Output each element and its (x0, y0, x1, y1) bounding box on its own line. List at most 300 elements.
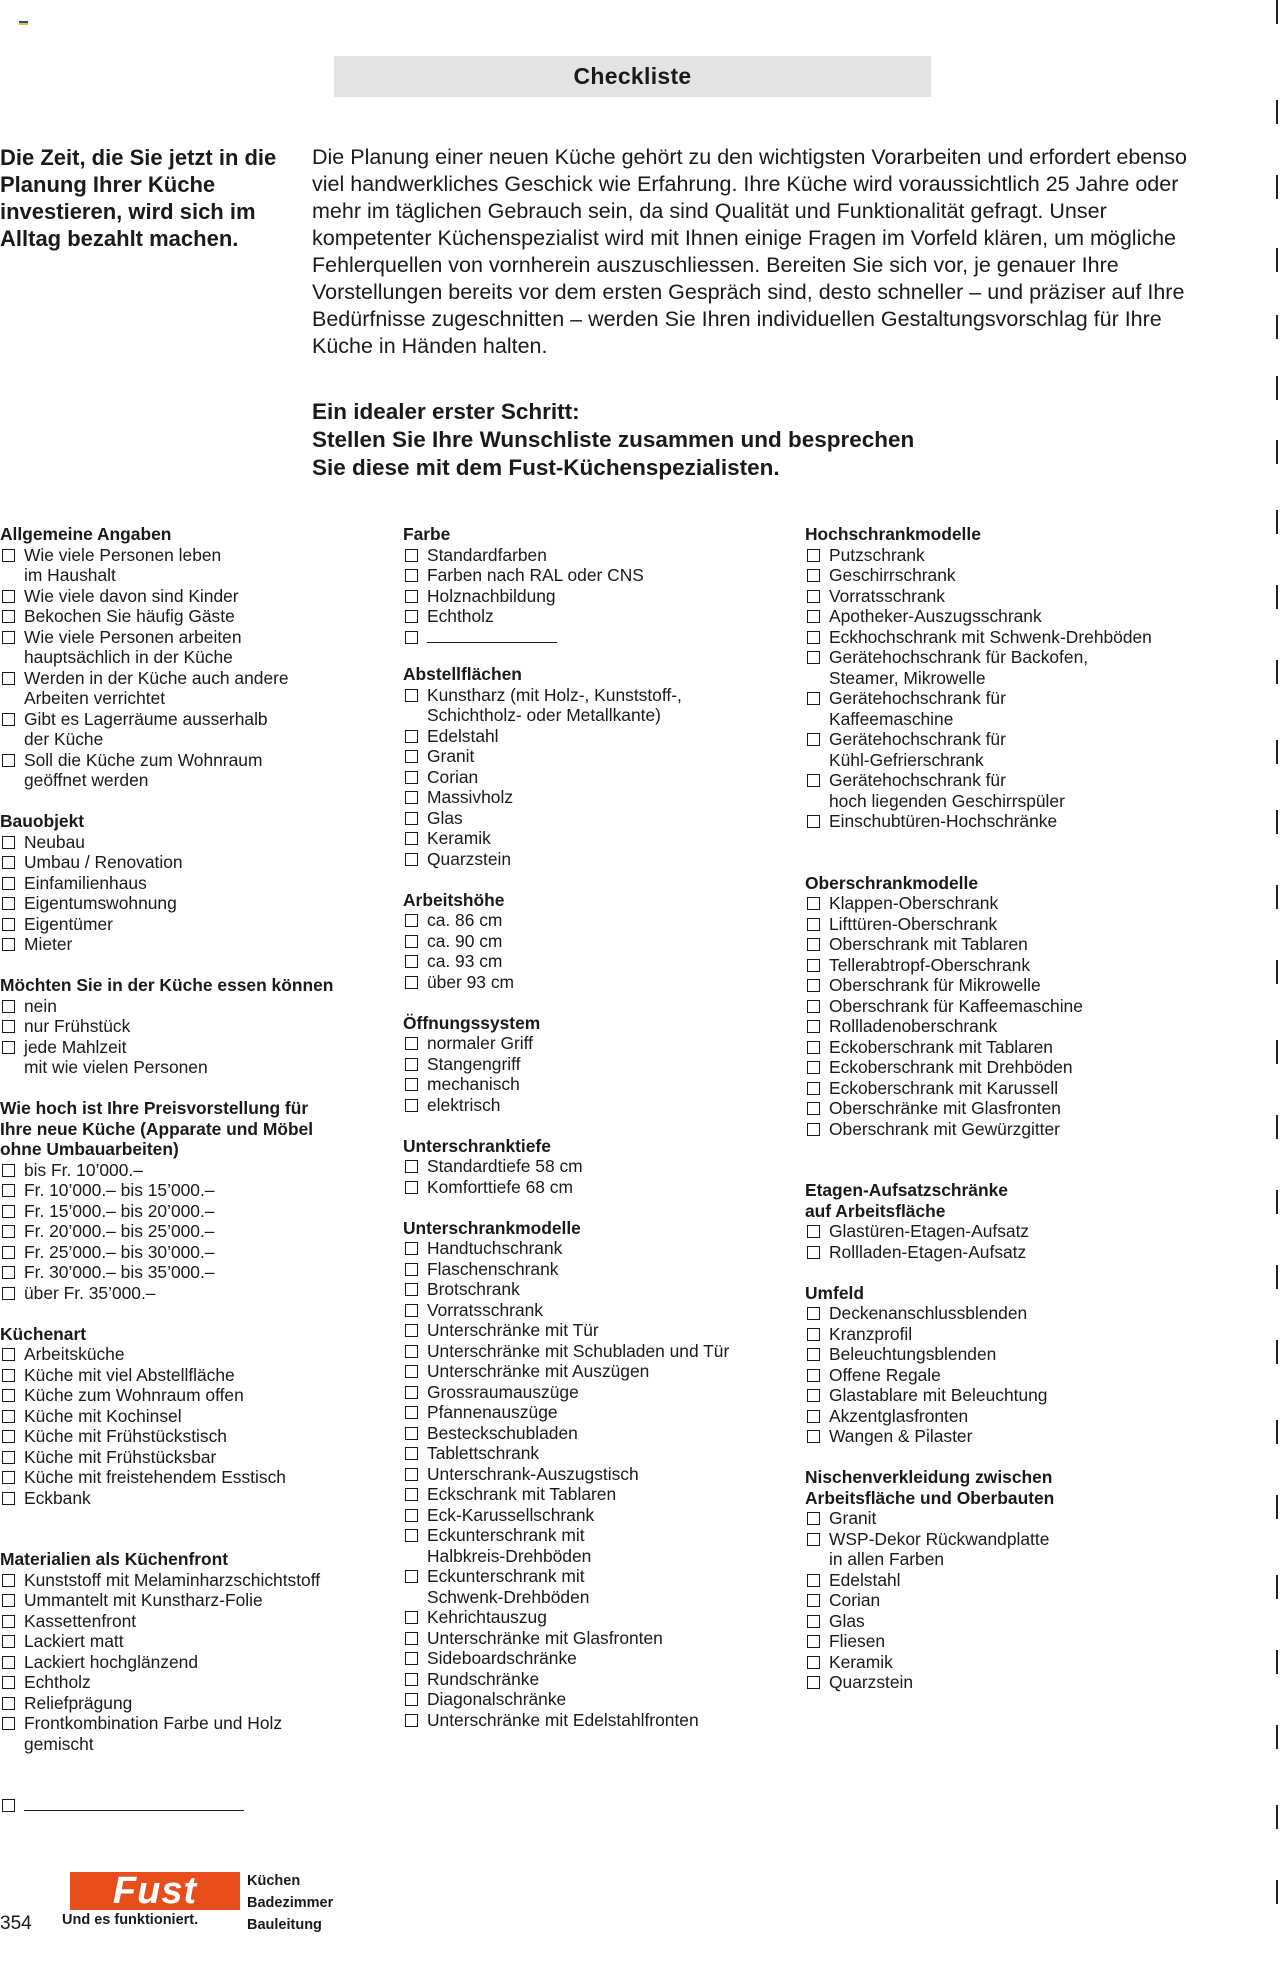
checkbox[interactable] (405, 976, 418, 989)
checkbox[interactable] (2, 1574, 15, 1587)
checklist-item[interactable] (805, 1078, 1205, 1099)
checklist-item[interactable] (0, 1385, 400, 1406)
checklist-item[interactable] (0, 1344, 400, 1365)
checkbox[interactable] (2, 1369, 15, 1382)
checklist-item-line: nur Frühstück (24, 1016, 131, 1036)
checklist-item-blank[interactable] (0, 1795, 400, 1812)
section-title: Möchten Sie in der Küche essen können (0, 975, 334, 995)
checklist-item[interactable] (0, 1590, 400, 1611)
checklist-item[interactable] (403, 586, 803, 607)
checklist-item[interactable] (403, 1361, 803, 1382)
checklist-item[interactable] (805, 1016, 1205, 1037)
checklist-item-line: Eckhochschrank mit Schwenk-Drehböden (829, 626, 1152, 647)
checklist-item-label (427, 1238, 562, 1259)
checklist-item-line: ca. 90 cm (427, 930, 503, 951)
checklist-item[interactable] (805, 1221, 1205, 1242)
checkbox[interactable] (2, 1225, 15, 1238)
section-title: Farbe (403, 524, 451, 544)
checklist-item[interactable] (805, 1057, 1205, 1078)
checkbox[interactable] (2, 938, 15, 951)
checkbox[interactable] (405, 914, 418, 927)
checkbox[interactable] (405, 1181, 418, 1194)
checklist-item[interactable] (805, 1426, 1205, 1447)
checklist-item[interactable] (805, 545, 1205, 566)
checkbox[interactable] (807, 590, 820, 603)
checkbox[interactable] (2, 1000, 15, 1013)
checklist-item-line: Granit (427, 746, 475, 766)
checklist-item[interactable] (403, 606, 803, 627)
checklist-item[interactable] (0, 1611, 400, 1632)
checklist-item[interactable] (0, 1713, 400, 1754)
checklist-item-label (427, 565, 644, 586)
checkbox[interactable] (2, 1266, 15, 1279)
checkbox[interactable] (405, 1652, 418, 1665)
checkbox[interactable] (2, 672, 15, 685)
checkbox[interactable] (405, 1386, 418, 1399)
checklist-item[interactable] (805, 1385, 1205, 1406)
checkbox[interactable] (405, 549, 418, 562)
checklist-item[interactable] (403, 910, 803, 931)
checklist-item[interactable] (805, 565, 1205, 586)
checklist-item[interactable] (403, 1689, 803, 1710)
checkbox[interactable] (2, 836, 15, 849)
checklist-item-label (24, 1447, 216, 1468)
section-spacer (0, 1508, 400, 1529)
checklist-item-line: Vorratsschrank (829, 585, 945, 606)
checkbox[interactable] (405, 1468, 418, 1481)
checklist-item-line: Grossraumauszüge (427, 1381, 579, 1402)
checkbox[interactable] (2, 1697, 15, 1710)
checklist-item-label (829, 1590, 880, 1611)
checkbox[interactable] (807, 1430, 820, 1443)
checkbox[interactable] (807, 692, 820, 705)
checklist-item-label (24, 1016, 130, 1037)
checkbox[interactable] (807, 1594, 820, 1607)
checklist-item-line: im Haushalt (24, 565, 116, 585)
checkbox[interactable] (807, 979, 820, 992)
checkbox[interactable] (2, 1389, 15, 1402)
checklist-item[interactable] (403, 565, 803, 586)
checklist-item[interactable] (0, 934, 400, 955)
checkbox[interactable] (2, 897, 15, 910)
checklist-item-line: Besteckschubladen (427, 1422, 578, 1443)
department-construction: Bauleitung (247, 1917, 322, 1933)
checklist-item[interactable] (805, 811, 1205, 832)
checklist-item[interactable] (805, 1631, 1205, 1652)
checklist-item[interactable] (805, 1037, 1205, 1058)
checklist-item-line: Eckoberschrank mit Tablaren (829, 1036, 1053, 1057)
checkbox[interactable] (807, 1102, 820, 1115)
checklist-item[interactable] (403, 1525, 803, 1566)
checkbox[interactable] (2, 1799, 15, 1812)
checklist-item-line: Eckunterschrank mit (427, 1566, 585, 1586)
checkbox[interactable] (807, 651, 820, 664)
checklist-item[interactable] (805, 996, 1205, 1017)
checkbox[interactable] (405, 1160, 418, 1173)
checklist-item[interactable] (0, 545, 400, 586)
section-spacer (403, 644, 803, 665)
checkbox[interactable] (405, 1632, 418, 1645)
checkbox[interactable] (807, 1635, 820, 1648)
checkbox[interactable] (807, 1369, 820, 1382)
checklist-item[interactable] (805, 934, 1205, 955)
checklist-item[interactable] (805, 1672, 1205, 1693)
checkbox[interactable] (807, 1656, 820, 1669)
checklist-item[interactable] (403, 1259, 803, 1280)
checklist-item-line: Standardtiefe 58 cm (427, 1156, 583, 1176)
checkbox[interactable] (405, 1058, 418, 1071)
checkbox[interactable] (2, 754, 15, 767)
checklist-item[interactable] (0, 914, 400, 935)
checkbox[interactable] (2, 877, 15, 890)
checklist-item[interactable] (403, 787, 803, 808)
checkbox[interactable] (405, 610, 418, 623)
checkbox[interactable] (807, 610, 820, 623)
checklist-item[interactable] (805, 1242, 1205, 1263)
checkbox[interactable] (405, 853, 418, 866)
checklist-item-label (829, 1221, 1029, 1242)
checkbox[interactable] (405, 1427, 418, 1440)
checklist-item-line: Einfamilienhaus (24, 872, 147, 893)
checklist-item[interactable] (403, 1464, 803, 1485)
checkbox[interactable] (2, 1451, 15, 1464)
checklist-item[interactable] (403, 1484, 803, 1505)
checkbox[interactable] (405, 750, 418, 763)
checkbox[interactable] (807, 1348, 820, 1361)
checkbox[interactable] (2, 1430, 15, 1443)
checkbox[interactable] (2, 1492, 15, 1505)
checkbox[interactable] (2, 1205, 15, 1218)
checklist-item[interactable] (0, 1037, 400, 1078)
checklist-item[interactable] (805, 729, 1205, 770)
checkbox[interactable] (405, 1570, 418, 1583)
checklist-item[interactable] (403, 1628, 803, 1649)
checkbox[interactable] (405, 689, 418, 702)
checkbox[interactable] (807, 1225, 820, 1238)
checkbox[interactable] (807, 1123, 820, 1136)
checklist-item[interactable] (403, 1648, 803, 1669)
checklist-item-line: Echtholz (427, 606, 494, 626)
checklist-item[interactable] (403, 828, 803, 849)
checklist-item[interactable] (0, 750, 400, 791)
checkbox[interactable] (2, 1635, 15, 1648)
checklist-item-line: Beleuchtungsblenden (829, 1344, 997, 1364)
checkbox[interactable] (405, 832, 418, 845)
checklist-item[interactable] (0, 1180, 400, 1201)
checklist-item[interactable] (0, 996, 400, 1017)
checklist-item[interactable] (403, 808, 803, 829)
checklist-item[interactable] (403, 1279, 803, 1300)
checkbox[interactable] (405, 730, 418, 743)
checklist-item[interactable] (403, 1095, 803, 1116)
checklist-item-label (829, 1098, 1061, 1119)
checkbox[interactable] (405, 1099, 418, 1112)
checkbox[interactable] (405, 1283, 418, 1296)
checkbox[interactable] (807, 938, 820, 951)
checklist-item[interactable] (403, 1341, 803, 1362)
checkbox[interactable] (405, 935, 418, 948)
checkbox[interactable] (405, 812, 418, 825)
checkbox[interactable] (405, 1714, 418, 1727)
checkbox[interactable] (405, 1304, 418, 1317)
checkbox[interactable] (2, 856, 15, 869)
checklist-item[interactable] (0, 586, 400, 607)
checkbox[interactable] (405, 1611, 418, 1624)
intro-body: Die Planung einer neuen Küche gehört zu den wichtigsten Vorarbeiten und erfordert ebenso viel handwerkliches Geschick wie Erfahrung. Ihre Küche wird voraussichtlich 25 Jahre oder mehr im täglichen Gebrauch sein, da sind Qualität und Funktionalität gefragt. Unser kompetenter Küchenspezialist wird mit Ihnen einige Fragen im Vorfeld klären, um mögliche Fehlerquellen von vornherein auszuschliessen. Bereiten Sie sich vor, je genauer Ihre Vorstellungen bereits vor dem ersten Gespräch sind, desto schneller – und präziser auf Ihre Bedürfnisse zugeschnitten – werden Sie Ihren individuellen Gestaltungsvorschlag für Ihre Küche in Händen halten. (312, 145, 1187, 358)
checklist-item[interactable] (403, 931, 803, 952)
checklist-item[interactable] (403, 849, 803, 870)
checkbox[interactable] (807, 1615, 820, 1628)
checklist-item-label (427, 1607, 547, 1628)
checkbox[interactable] (807, 1020, 820, 1033)
checklist-item[interactable] (403, 1300, 803, 1321)
checklist-item[interactable] (403, 1505, 803, 1526)
checklist-item-line: elektrisch (427, 1094, 501, 1115)
section-spacer (403, 869, 803, 890)
checkbox[interactable] (405, 1673, 418, 1686)
checklist-item[interactable] (805, 688, 1205, 729)
checklist-item-label (829, 688, 1006, 729)
checklist-item[interactable] (805, 1570, 1205, 1591)
checklist-item[interactable] (0, 893, 400, 914)
checkbox[interactable] (405, 771, 418, 784)
checkbox[interactable] (2, 1471, 15, 1484)
checklist-item-line: Granit (829, 1508, 877, 1528)
checklist-item-label (427, 1177, 573, 1198)
checklist-item[interactable] (0, 1221, 400, 1242)
checklist-item[interactable] (0, 709, 400, 750)
checklist-item[interactable] (0, 1283, 400, 1304)
checkbox[interactable] (405, 1263, 418, 1276)
checkbox[interactable] (405, 1406, 418, 1419)
checklist-item[interactable] (805, 1406, 1205, 1427)
checklist-item[interactable] (0, 1160, 400, 1181)
checklist-item[interactable] (403, 972, 803, 993)
write-in-line[interactable] (427, 627, 557, 643)
checklist-item[interactable] (805, 1098, 1205, 1119)
checklist-item[interactable] (403, 1156, 803, 1177)
checklist-item[interactable] (0, 1672, 400, 1693)
checkbox[interactable] (405, 791, 418, 804)
checkbox[interactable] (807, 569, 820, 582)
checkbox[interactable] (2, 1041, 15, 1054)
checklist-item[interactable] (0, 1488, 400, 1509)
checkbox[interactable] (807, 1512, 820, 1525)
section-title: Küchenart (0, 1323, 87, 1344)
section-spacer (0, 1754, 400, 1775)
checkbox[interactable] (2, 1410, 15, 1423)
checklist-item[interactable] (403, 1566, 803, 1607)
checkbox[interactable] (405, 1693, 418, 1706)
checklist-item[interactable] (805, 1652, 1205, 1673)
checklist-item[interactable] (0, 1016, 400, 1037)
checkbox[interactable] (807, 1061, 820, 1074)
checkbox[interactable] (2, 1246, 15, 1259)
checklist-item[interactable] (403, 1710, 803, 1731)
write-in-line[interactable] (24, 1795, 244, 1811)
checkbox[interactable] (2, 1656, 15, 1669)
checklist-item[interactable] (0, 1631, 400, 1652)
checkbox[interactable] (405, 1488, 418, 1501)
checkbox[interactable] (405, 1324, 418, 1337)
checklist-item-line: Edelstahl (829, 1569, 901, 1590)
checklist-item[interactable] (0, 1262, 400, 1283)
checkbox[interactable] (807, 1533, 820, 1546)
checklist-item-line: Keramik (427, 828, 491, 848)
checklist-item-label (829, 647, 1088, 688)
checklist-item[interactable] (0, 1570, 400, 1591)
checkbox[interactable] (405, 1345, 418, 1358)
checkbox[interactable] (807, 774, 820, 787)
checklist-item[interactable] (403, 746, 803, 767)
checklist-item[interactable] (805, 1324, 1205, 1345)
checkbox[interactable] (2, 1717, 15, 1730)
checkbox[interactable] (807, 1000, 820, 1013)
checkbox[interactable] (2, 1676, 15, 1689)
checklist-item-blank[interactable] (403, 627, 803, 644)
checkbox[interactable] (807, 918, 820, 931)
checklist-item[interactable] (403, 1607, 803, 1628)
checkbox[interactable] (405, 1529, 418, 1542)
checklist-item[interactable] (0, 1365, 400, 1386)
checklist-item[interactable] (403, 1423, 803, 1444)
checklist-item[interactable] (403, 1402, 803, 1423)
checkbox[interactable] (2, 631, 15, 644)
logo-tagline: Und es funktioniert. (62, 1912, 199, 1928)
checklist-item[interactable] (805, 1119, 1205, 1140)
checklist-item[interactable] (0, 1447, 400, 1468)
checkbox[interactable] (807, 1574, 820, 1587)
checkbox[interactable] (807, 549, 820, 562)
checklist-item[interactable] (0, 606, 400, 627)
checklist-item-label (829, 627, 1152, 648)
checkbox[interactable] (2, 549, 15, 562)
checklist-item-line: ca. 93 cm (427, 951, 503, 971)
checkbox[interactable] (2, 918, 15, 931)
checkbox[interactable] (405, 1509, 418, 1522)
checkbox[interactable] (405, 590, 418, 603)
checkbox[interactable] (807, 733, 820, 746)
checkbox[interactable] (807, 1328, 820, 1341)
checklist-item[interactable] (403, 1054, 803, 1075)
checklist-item[interactable] (805, 1303, 1205, 1324)
checklist-item[interactable] (0, 873, 400, 894)
checkbox[interactable] (2, 1020, 15, 1033)
checkbox[interactable] (2, 1184, 15, 1197)
checkbox[interactable] (807, 959, 820, 972)
checklist-item[interactable] (0, 832, 400, 853)
checklist-item[interactable] (805, 1611, 1205, 1632)
checkbox[interactable] (807, 1041, 820, 1054)
checklist-item-line: Kranzprofil (829, 1323, 913, 1344)
checklist-item[interactable] (0, 1426, 400, 1447)
checklist-item[interactable] (805, 1508, 1205, 1529)
checklist-item[interactable] (805, 647, 1205, 688)
checkbox[interactable] (807, 1082, 820, 1095)
checkbox[interactable] (2, 713, 15, 726)
checkbox[interactable] (405, 1078, 418, 1091)
checkbox[interactable] (807, 815, 820, 828)
checkbox[interactable] (807, 1246, 820, 1259)
checkbox[interactable] (2, 1615, 15, 1628)
checkbox[interactable] (405, 1365, 418, 1378)
checkbox[interactable] (807, 897, 820, 910)
checklist-item[interactable] (0, 1242, 400, 1263)
checkbox[interactable] (405, 1037, 418, 1050)
checkbox[interactable] (2, 1287, 15, 1300)
checklist-item[interactable] (403, 1443, 803, 1464)
checklist-item[interactable] (403, 1074, 803, 1095)
checklist-item[interactable] (403, 545, 803, 566)
checklist-item[interactable] (805, 955, 1205, 976)
checklist-item[interactable] (403, 726, 803, 747)
checkbox[interactable] (807, 1410, 820, 1423)
checkbox[interactable] (405, 955, 418, 968)
checklist-item[interactable] (0, 668, 400, 709)
checklist-item[interactable] (805, 1590, 1205, 1611)
checklist-item[interactable] (805, 586, 1205, 607)
checklist-item[interactable] (403, 1382, 803, 1403)
checklist-item[interactable] (805, 975, 1205, 996)
checklist-item[interactable] (403, 951, 803, 972)
checkbox[interactable] (405, 1447, 418, 1460)
checkbox[interactable] (405, 569, 418, 582)
checklist-item-label (829, 1611, 865, 1632)
checklist-item-label (829, 893, 998, 914)
checklist-item[interactable] (403, 1177, 803, 1198)
checkbox[interactable] (2, 1594, 15, 1607)
checkbox[interactable] (405, 631, 418, 644)
checklist-item[interactable] (805, 914, 1205, 935)
checklist-item-line: Gerätehochschrank für (829, 688, 1006, 708)
checklist-item[interactable] (0, 1693, 400, 1714)
checklist-item[interactable] (0, 1201, 400, 1222)
checklist-item[interactable] (805, 627, 1205, 648)
checkbox[interactable] (405, 1242, 418, 1255)
checklist-item[interactable] (805, 770, 1205, 811)
checklist-item[interactable] (0, 852, 400, 873)
checklist-item[interactable] (0, 1652, 400, 1673)
checkbox[interactable] (2, 610, 15, 623)
checklist-item[interactable] (403, 1320, 803, 1341)
checklist-item[interactable] (805, 1529, 1205, 1570)
checklist-item[interactable] (805, 1344, 1205, 1365)
checklist-item[interactable] (805, 606, 1205, 627)
checklist-item[interactable] (805, 893, 1205, 914)
checklist-item[interactable] (403, 1238, 803, 1259)
checklist-item-line: Kühl-Gefrierschrank (829, 749, 984, 770)
checkbox[interactable] (2, 1348, 15, 1361)
checkbox[interactable] (2, 1164, 15, 1177)
checklist-item[interactable] (403, 685, 803, 726)
checklist-item[interactable] (403, 1669, 803, 1690)
checkbox[interactable] (807, 631, 820, 644)
first-step-line-2: Stellen Sie Ihre Wunschliste zusammen und besprechen (312, 427, 915, 452)
checklist-item-line: über 93 cm (427, 971, 514, 992)
checklist-item[interactable] (403, 1033, 803, 1054)
checklist-item[interactable] (0, 1467, 400, 1488)
checklist-item[interactable] (0, 627, 400, 668)
section-title: Arbeitshöhe (403, 889, 505, 910)
logo-word: Fust (70, 1872, 240, 1910)
checkbox[interactable] (2, 590, 15, 603)
checkbox[interactable] (807, 1307, 820, 1320)
checklist-item[interactable] (403, 767, 803, 788)
checkbox[interactable] (807, 1676, 820, 1689)
checklist-item[interactable] (0, 1406, 400, 1427)
checkbox[interactable] (807, 1389, 820, 1402)
checklist-item[interactable] (805, 1365, 1205, 1386)
